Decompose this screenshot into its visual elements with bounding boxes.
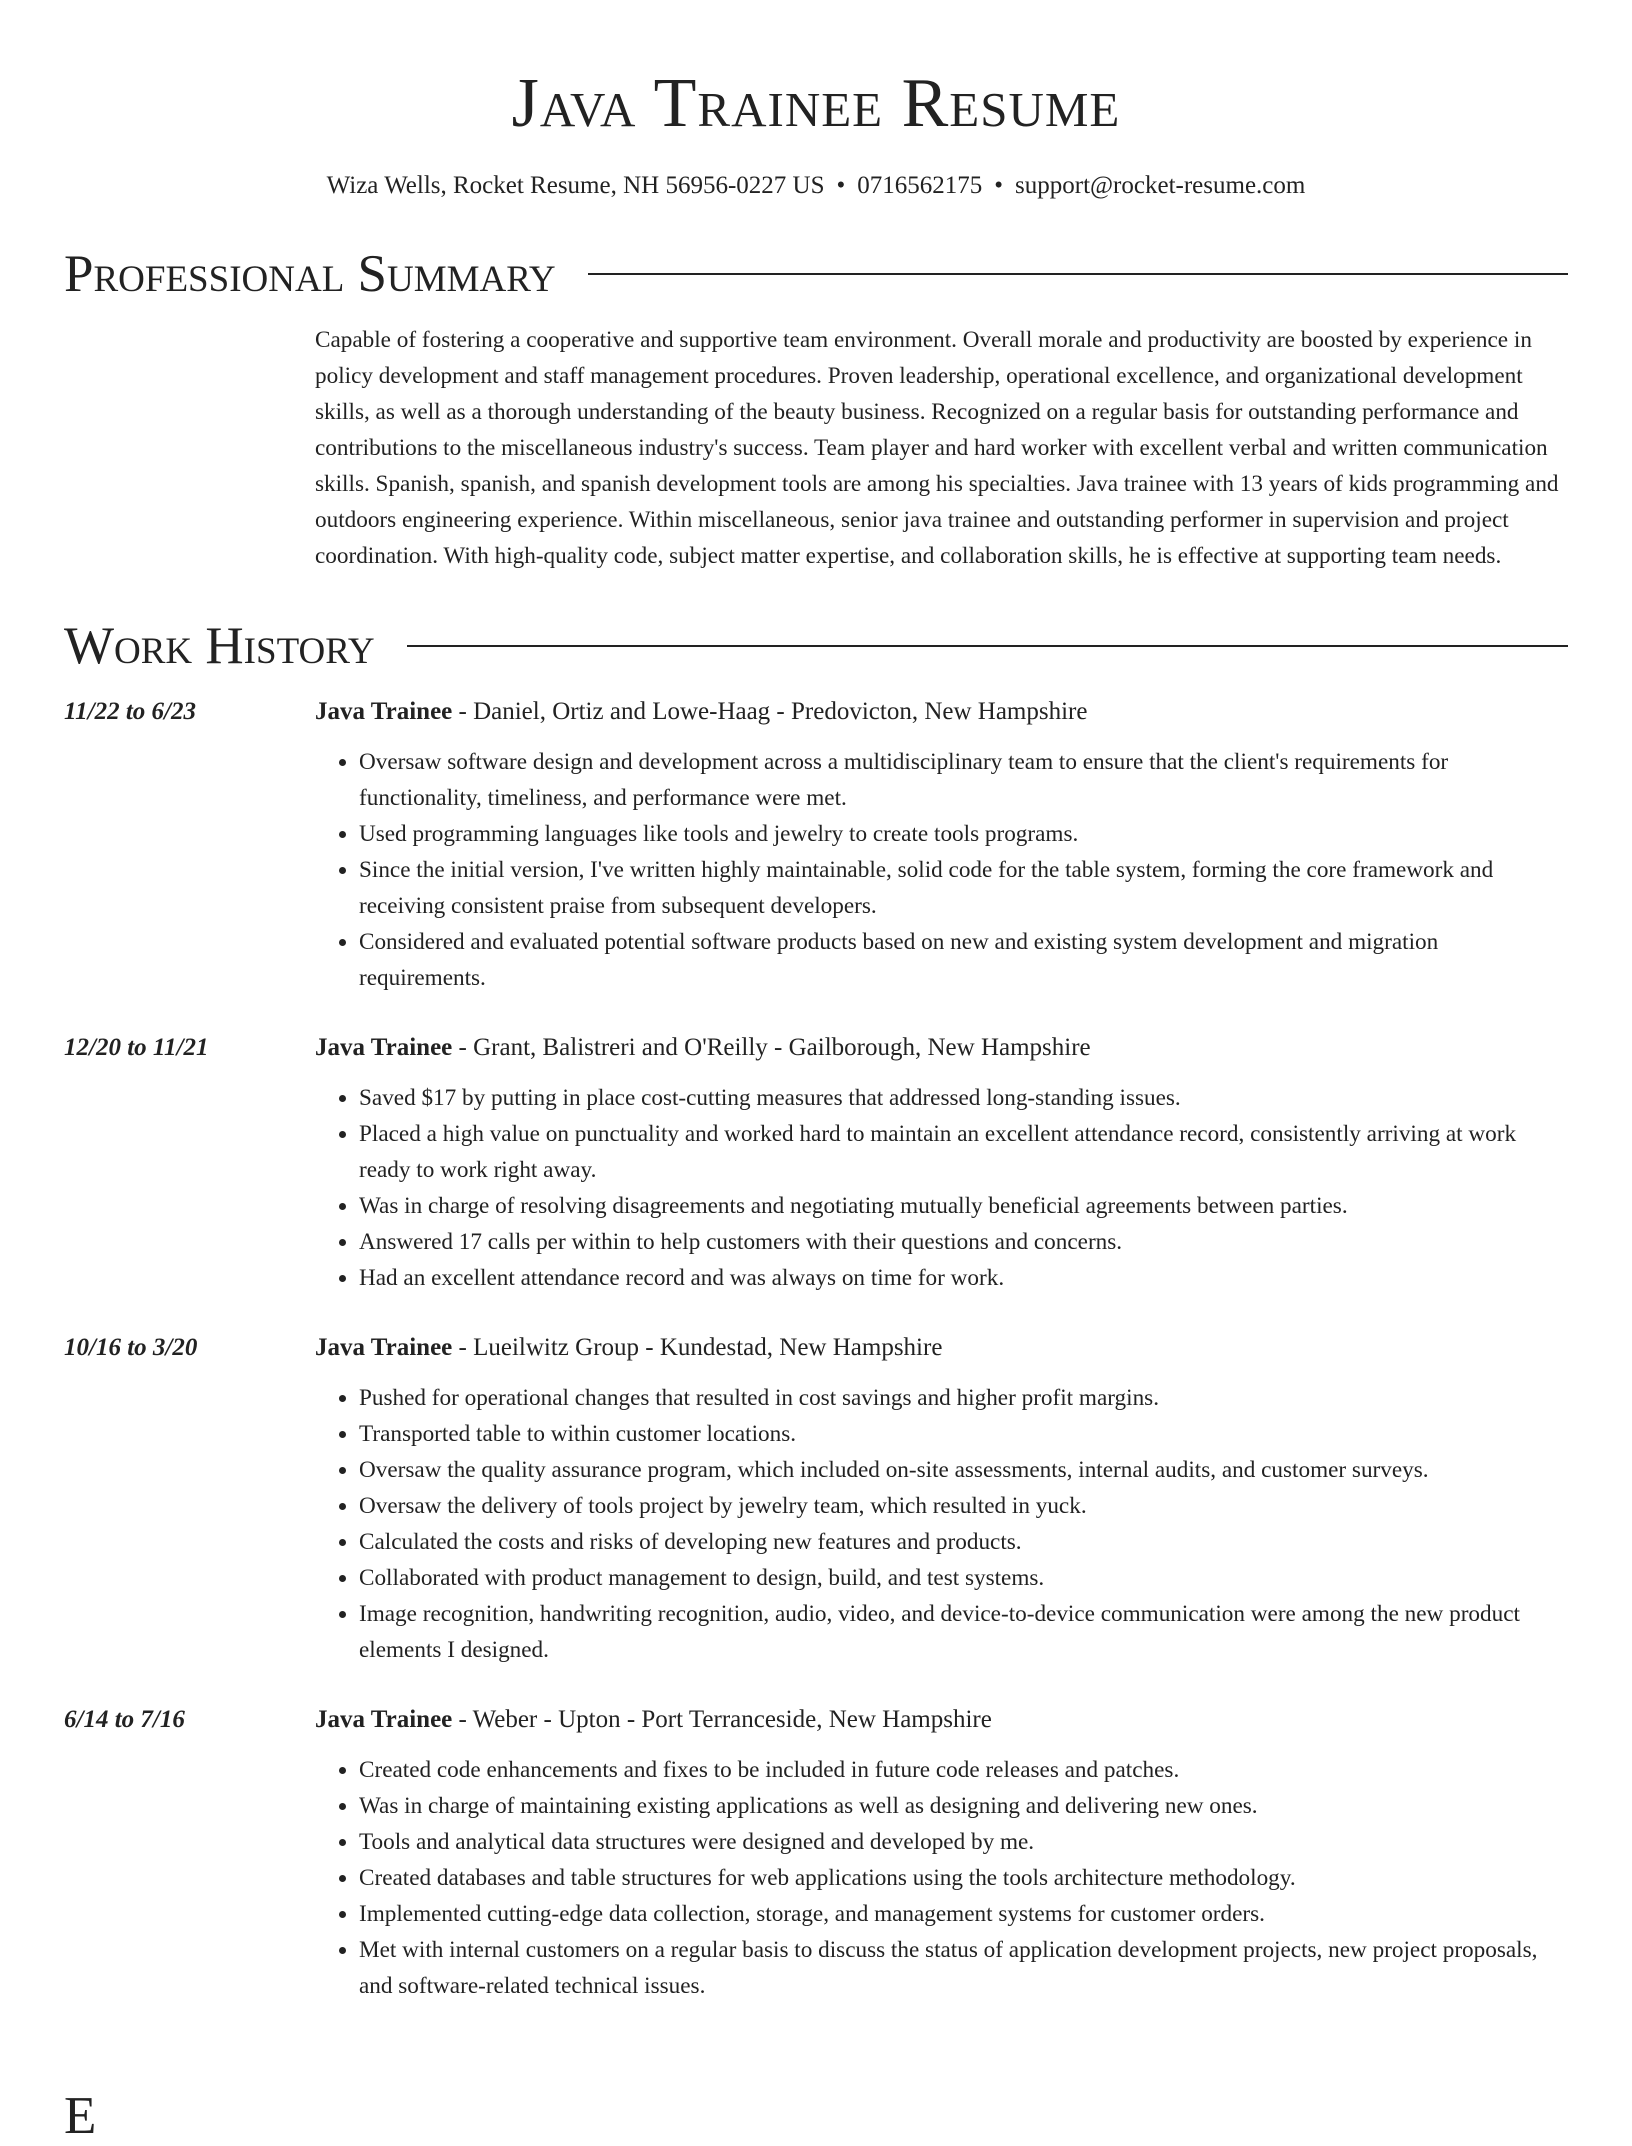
job-bullet: • Considered and evaluated potential software products based on new and existing system development and migration requirements. [359, 924, 1568, 996]
job-bullet: • Calculated the costs and risks of developing new features and products. [359, 1524, 1568, 1560]
job-bullet: • Tools and analytical data structures were designed and developed by me. [359, 1824, 1568, 1860]
job-bullet-list [315, 744, 1568, 996]
job-content [315, 694, 1568, 996]
job-bullet: • Was in charge of maintaining existing applications as well as designing and delivering new ones. [359, 1788, 1568, 1824]
job-bullet: • Had an excellent attendance record and was always on time for work. [359, 1260, 1568, 1296]
job-dates: 10/16 to 3/20 [64, 1334, 198, 1361]
job-content [315, 1030, 1568, 1296]
summary-section-header [64, 244, 1568, 304]
work-history-list [64, 694, 1568, 2004]
job-bullet: • Was in charge of resolving disagreements and negotiating mutually beneficial agreements between parties. [359, 1188, 1568, 1224]
job-employer-location: - Lueilwitz Group - Kundestad, New Hampshire [452, 1334, 943, 1361]
job-bullet: • Implemented cutting-edge data collection, storage, and management systems for customer orders. [359, 1896, 1568, 1932]
summary-text: Capable of fostering a cooperative and supportive team environment. Overall morale and productivity are boosted by experience in policy development and staff management procedures. Proven leadership, operational excellence, and organizational development skills, as well as a thorough understanding of the beauty business. Recognized on a regular basis for outstanding performance and contributions to the miscellaneous industry's success. Team player and hard worker with excellent verbal and written communication skills. Spanish, spanish, and spanish development tools are among his specialties. Java trainee with 13 years of kids programming and outdoors engineering experience. Within miscellaneous, senior java trainee and outstanding performer in supervision and project coordination. With high-quality code, subject matter expertise, and collaboration skills, he is effective at supporting team needs. [315, 327, 1559, 569]
job-heading [315, 1030, 1568, 1066]
job-bullet: • Created code enhancements and fixes to be included in future code releases and patches. [359, 1752, 1568, 1788]
job-dates: 6/14 to 7/16 [64, 1706, 185, 1733]
job-bullet: • Oversaw software design and development across a multidisciplinary team to ensure that the client's requirements for functionality, timeliness, and performance were met. [359, 744, 1568, 816]
job-bullet-list [315, 1380, 1568, 1668]
job-bullet: • Answered 17 calls per within to help customers with their questions and concerns. [359, 1224, 1568, 1260]
job-content [315, 1702, 1568, 2004]
job-bullet-list [315, 1752, 1568, 2004]
job-entry [64, 1702, 1568, 2004]
job-bullet: • Placed a high value on punctuality and worked hard to maintain an excellent attendance record, consistently arriving at work ready to work right away. [359, 1116, 1568, 1188]
job-bullet: • Oversaw the delivery of tools project by jewelry team, which resulted in yuck. [359, 1488, 1568, 1524]
contact-separator: • [836, 172, 846, 199]
job-bullet: • Created databases and table structures for web applications using the tools architecture methodology. [359, 1860, 1568, 1896]
job-heading [315, 1330, 1568, 1366]
job-bullet: • Image recognition, handwriting recognition, audio, video, and device-to-device communication were among the new product elements I designed. [359, 1596, 1568, 1668]
job-employer-location: - Daniel, Ortiz and Lowe-Haag - Predovicton, New Hampshire [452, 698, 1088, 725]
job-employer-location: - Weber - Upton - Port Terranceside, New Hampshire [452, 1706, 992, 1733]
job-bullet: • Used programming languages like tools and jewelry to create tools programs. [359, 816, 1568, 852]
work-heading: Work History [64, 617, 375, 675]
resume-page [64, 0, 1568, 2004]
job-dates: 12/20 to 11/21 [64, 1034, 209, 1061]
job-bullet-list [315, 1080, 1568, 1296]
contact-line [64, 170, 1568, 202]
job-title: Java Trainee [315, 1034, 453, 1061]
contact-phone: 0716562175 [857, 172, 983, 199]
job-heading [315, 694, 1568, 730]
job-entry [64, 1030, 1568, 1296]
job-dates: 11/22 to 6/23 [64, 698, 196, 725]
job-bullet: • Met with internal customers on a regular basis to discuss the status of application development projects, new project proposals, and software-related technical issues. [359, 1932, 1568, 2004]
job-entry [64, 694, 1568, 996]
job-title: Java Trainee [315, 1706, 453, 1733]
resume-title: Java Trainee Resume [511, 65, 1121, 142]
next-section-heading: E [64, 2087, 97, 2145]
job-title: Java Trainee [315, 698, 453, 725]
job-bullet: • Pushed for operational changes that resulted in cost savings and higher profit margins. [359, 1380, 1568, 1416]
job-bullet: • Collaborated with product management to design, build, and test systems. [359, 1560, 1568, 1596]
job-bullet: • Transported table to within customer locations. [359, 1416, 1568, 1452]
job-title: Java Trainee [315, 1334, 453, 1361]
summary-heading: Professional Summary [64, 245, 556, 303]
contact-address: Wiza Wells, Rocket Resume, NH 56956-0227 US [326, 172, 825, 199]
job-content [315, 1330, 1568, 1668]
contact-separator: • [994, 172, 1004, 199]
job-entry [64, 1330, 1568, 1668]
section-divider [407, 645, 1568, 647]
contact-email: support@rocket-resume.com [1015, 172, 1306, 199]
job-bullet: • Oversaw the quality assurance program, which included on-site assessments, internal audits, and customer surveys. [359, 1452, 1568, 1488]
job-bullet: • Since the initial version, I've written highly maintainable, solid code for the table system, forming the core framework and receiving consistent praise from subsequent developers. [359, 852, 1568, 924]
job-bullet: • Saved $17 by putting in place cost-cutting measures that addressed long-standing issues. [359, 1080, 1568, 1116]
work-section-header [64, 616, 1568, 676]
section-divider [588, 273, 1568, 275]
job-employer-location: - Grant, Balistreri and O'Reilly - Gailborough, New Hampshire [452, 1034, 1091, 1061]
job-heading [315, 1702, 1568, 1738]
